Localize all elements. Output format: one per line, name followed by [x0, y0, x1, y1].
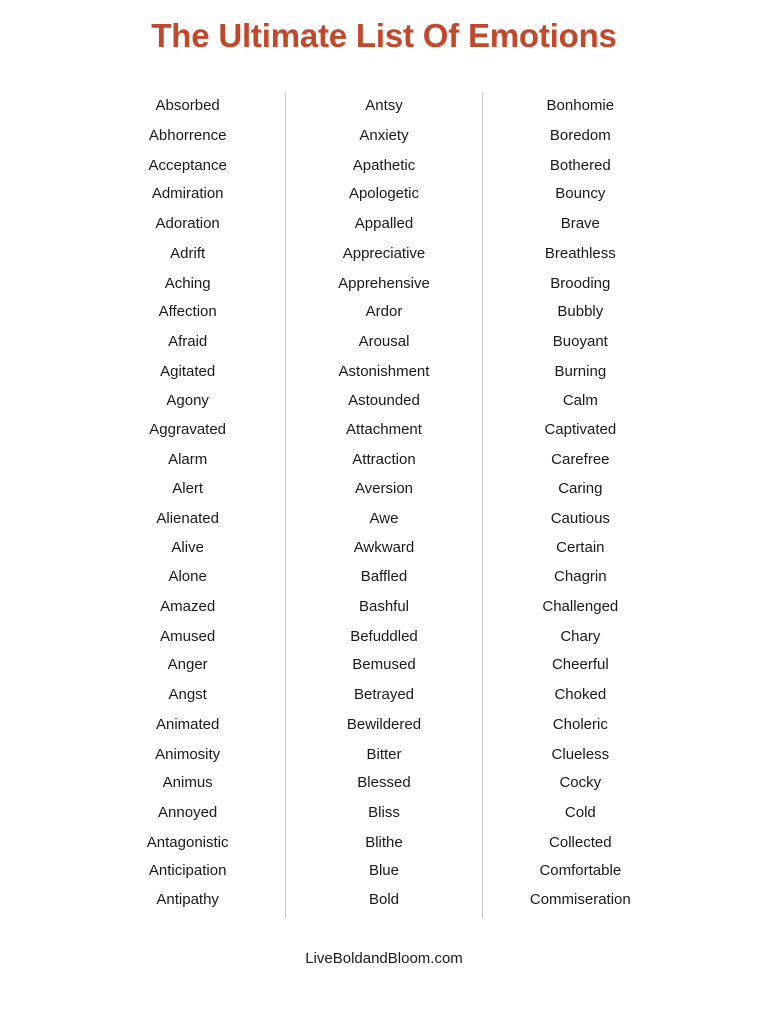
emotion-word: Anxiety	[359, 127, 409, 144]
emotion-word: Afraid	[168, 333, 208, 350]
emotion-word: Adoration	[155, 215, 220, 232]
emotion-word: Appalled	[354, 215, 414, 232]
emotion-word: Annoyed	[158, 804, 218, 821]
emotion-word: Antipathy	[156, 891, 219, 908]
emotion-word: Choked	[554, 686, 607, 703]
emotion-word: Calm	[562, 392, 598, 409]
emotion-word: Affection	[158, 303, 217, 320]
emotion-word: Caring	[558, 480, 603, 497]
emotion-word: Befuddled	[350, 628, 418, 645]
emotion-word: Arousal	[358, 333, 410, 350]
emotion-word: Collected	[549, 834, 612, 851]
emotion-word: Astonishment	[338, 363, 430, 380]
emotion-word: Astounded	[348, 392, 420, 409]
emotion-word: Awe	[369, 510, 399, 527]
emotion-word: Alive	[171, 539, 204, 556]
emotion-word: Choleric	[552, 716, 608, 733]
emotion-word: Breathless	[544, 245, 616, 262]
emotion-word: Anticipation	[148, 862, 227, 879]
emotion-word: Acceptance	[148, 157, 227, 174]
emotion-word: Agitated	[160, 363, 216, 380]
emotion-word: Bitter	[366, 746, 402, 763]
emotion-word: Baffled	[360, 568, 408, 585]
emotion-word: Comfortable	[539, 862, 622, 879]
emotion-word: Bliss	[368, 804, 400, 821]
emotion-column-1	[90, 92, 285, 918]
emotion-word: Cold	[564, 804, 596, 821]
emotion-word: Betrayed	[353, 686, 415, 703]
emotion-word: Alert	[172, 480, 204, 497]
emotion-word: Aching	[164, 275, 211, 292]
emotion-columns	[90, 92, 678, 918]
emotion-word: Certain	[556, 539, 605, 556]
emotion-word: Alarm	[168, 451, 208, 468]
emotion-word: Buoyant	[552, 333, 608, 350]
emotion-word: Anger	[167, 656, 208, 673]
emotion-word: Alone	[168, 568, 207, 585]
page-title: The Ultimate List Of Emotions	[151, 17, 617, 54]
emotion-word: Chary	[560, 628, 601, 645]
emotion-word: Aversion	[354, 480, 414, 497]
emotion-word: Aggravated	[149, 421, 227, 438]
emotion-word: Animus	[162, 774, 213, 791]
emotion-word: Challenged	[542, 598, 619, 615]
emotion-word: Bold	[368, 891, 399, 908]
emotion-word: Awkward	[353, 539, 415, 556]
emotion-word: Ardor	[365, 303, 403, 320]
emotion-column-3	[482, 92, 678, 918]
emotion-word: Chagrin	[554, 568, 607, 585]
emotion-word: Admiration	[151, 185, 224, 202]
emotion-word: Cheerful	[551, 656, 609, 673]
emotion-word: Absorbed	[155, 97, 220, 114]
emotion-word: Boredom	[549, 127, 611, 144]
emotion-word: Agony	[166, 392, 209, 409]
emotion-word: Bewildered	[346, 716, 422, 733]
emotion-word: Attraction	[352, 451, 416, 468]
emotion-word: Brave	[560, 215, 600, 232]
emotion-word: Bemused	[352, 656, 416, 673]
emotion-word: Apologetic	[348, 185, 420, 202]
emotion-word: Bashful	[358, 598, 410, 615]
emotion-word: Captivated	[544, 421, 617, 438]
emotion-word: Animated	[155, 716, 220, 733]
emotion-word: Cocky	[559, 774, 602, 791]
emotion-column-2	[285, 92, 481, 918]
emotion-word: Antsy	[365, 97, 403, 114]
emotion-word: Adrift	[170, 245, 206, 262]
emotion-word: Angst	[168, 686, 207, 703]
emotion-word: Attachment	[346, 421, 422, 438]
emotion-word: Amused	[160, 628, 216, 645]
emotion-word: Bouncy	[555, 185, 606, 202]
footer-website: LiveBoldandBloom.com	[305, 950, 463, 967]
emotion-word: Carefree	[551, 451, 610, 468]
emotion-word: Appreciative	[342, 245, 426, 262]
emotion-word: Blue	[368, 862, 399, 879]
emotion-word: Alienated	[156, 510, 219, 527]
emotion-word: Amazed	[160, 598, 216, 615]
emotion-word: Bubbly	[557, 303, 604, 320]
emotion-word: Blessed	[357, 774, 411, 791]
emotion-word: Brooding	[550, 275, 611, 292]
emotion-word: Commiseration	[529, 891, 631, 908]
emotion-word: Apathetic	[352, 157, 416, 174]
emotion-word: Animosity	[155, 746, 221, 763]
emotion-word: Antagonistic	[146, 834, 229, 851]
emotion-word: Bothered	[549, 157, 611, 174]
emotion-word: Blithe	[365, 834, 403, 851]
emotion-word: Burning	[554, 363, 607, 380]
emotion-word: Apprehensive	[338, 275, 430, 292]
emotion-word: Bonhomie	[546, 97, 615, 114]
emotion-word: Abhorrence	[148, 127, 227, 144]
emotion-word: Clueless	[551, 746, 610, 763]
emotion-word: Cautious	[550, 510, 610, 527]
